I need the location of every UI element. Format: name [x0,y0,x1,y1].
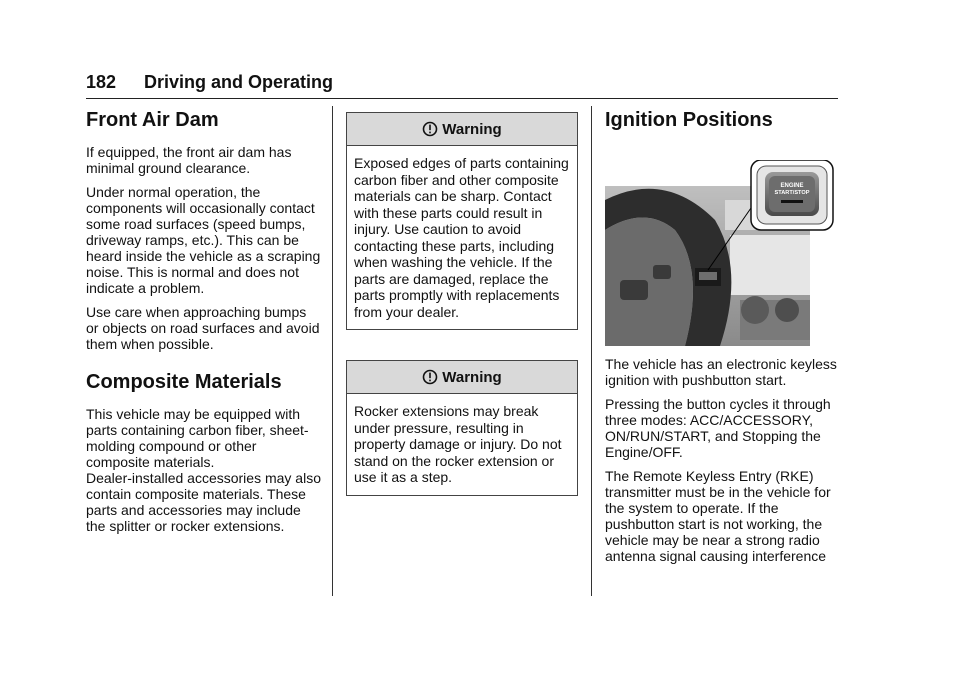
paragraph: If equipped, the front air dam has minimal ground clearance. [86,144,292,176]
paragraph: Pressing the button cycles it through three modes: ACC/ACCESSORY, ON/RUN/START, and Stopping the Engine/OFF. [605,396,831,460]
ignition-illustration [605,160,837,346]
warning-text: Rocker extensions may break under pressure, resulting in property damage or injury. Do not stand on the rocker extension or use it as a step. [354,403,562,485]
section-title-ignition-positions: Ignition Positions [605,109,773,131]
column-divider [332,106,333,596]
section-title-composite-materials: Composite Materials [86,371,282,393]
start-stop-label: START/STOP [774,190,810,196]
paragraph: Use care when approaching bumps or objects on road surfaces and avoid them when possible. [86,304,320,352]
warning-box [346,112,578,330]
paragraph: The Remote Keyless Entry (RKE) transmitter must be in the vehicle for the system to operate. If the pushbutton start is not working, the vehicle may be near a strong radio antenna signal causing interference [605,468,831,564]
column-middle [346,112,578,526]
warning-header [347,113,577,146]
warning-circle-icon [422,369,438,385]
paragraph: Dealer-installed accessories may also contain composite materials. These parts and accessories may include the splitter or rocker extensions. [86,470,321,534]
warning-text: Exposed edges of parts containing carbon fiber and other composite materials can be sharp. Contact with these parts could result in injury. Use caution to avoid contacting these parts, including when washing the vehicle. If the parts are damaged, replace the parts promptly with replacements from your dealer. [354,155,569,320]
column-divider [591,106,592,596]
paragraph: Under normal operation, the components will occasionally contact some road surfaces (speed bumps, driveway ramps, etc.). This can be heard inside the vehicle as a scraping noise. This is normal and does not indicate a problem. [86,184,321,296]
steering-wheel-dash-image [605,160,837,346]
section-title-front-air-dam: Front Air Dam [86,109,219,131]
warning-box [346,360,578,496]
chapter-title: Driving and Operating [144,72,334,92]
warning-header [347,361,577,394]
page-header [86,70,838,99]
warning-title: Warning [442,120,502,138]
page-number: 182 [86,72,117,92]
paragraph: This vehicle may be equipped with parts containing carbon fiber, sheet-molding compound or other composite materials. [86,406,309,470]
column-left [86,108,322,534]
column-right [605,108,841,572]
paragraph: The vehicle has an electronic keyless ignition with pushbutton start. [605,356,837,388]
engine-label: ENGINE [780,183,804,189]
warning-circle-icon [422,121,438,137]
warning-title: Warning [442,368,502,386]
paragraph-block [86,406,322,534]
